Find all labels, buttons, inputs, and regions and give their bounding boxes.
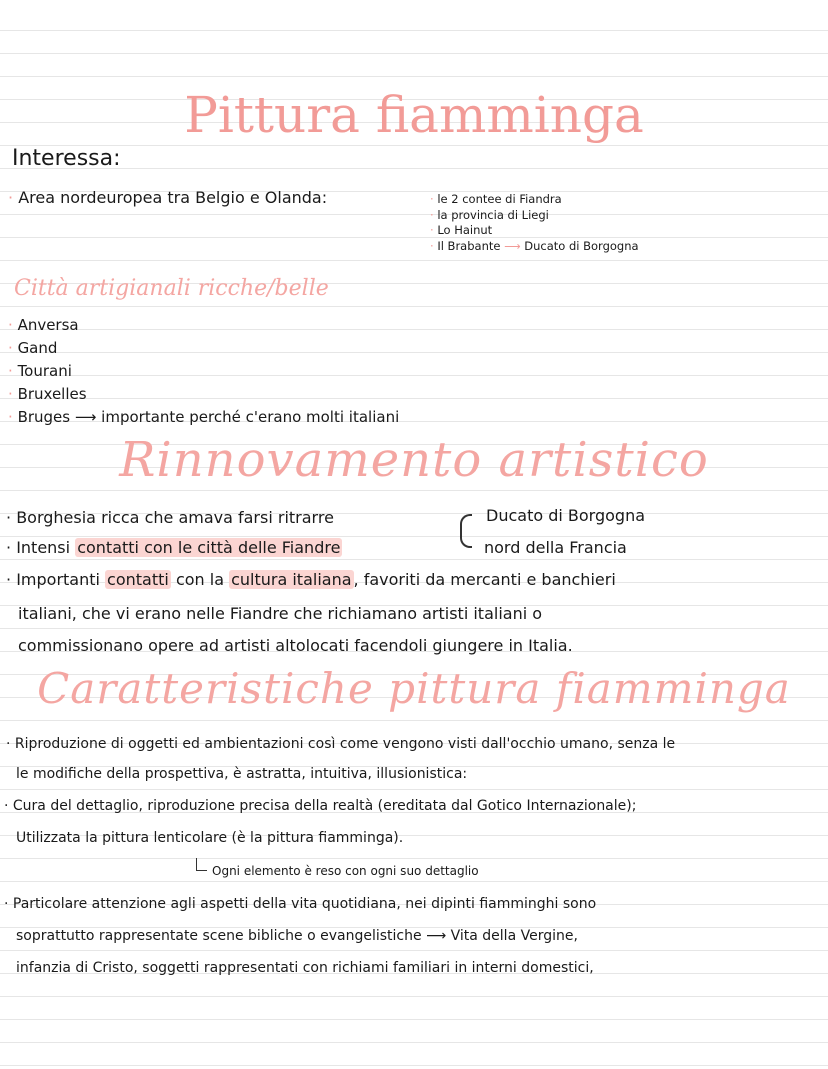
region-item: · Lo Hainut: [430, 223, 493, 237]
car-p3-l3: infanzia di Cristo, soggetti rappresentati con richiami familiari in interni domestici,: [16, 960, 594, 976]
citta-item: · Gand: [8, 339, 58, 357]
car-p2-l1: · Cura del dettaglio, riproduzione precisa della realtà (ereditata dal Gotico Internazionale);: [4, 798, 637, 814]
citta-item: · Bruxelles: [8, 385, 87, 403]
interessa-label: Interessa:: [12, 146, 121, 171]
rinnovamento-b3-l2: italiani, che vi erano nelle Fiandre che richiamano artisti italiani o: [18, 604, 543, 623]
rinnovamento-heading: Rinnovamento artistico: [119, 432, 709, 488]
brabante-note: Ducato di Borgogna: [524, 238, 639, 253]
rinnovamento-b2: · Intensi contatti con le città delle Fiandre: [6, 538, 341, 557]
brace-icon: [460, 514, 472, 548]
car-p1-l2: le modifiche della prospettiva, è astratta, intuitiva, illusionistica:: [16, 766, 468, 782]
hook-arrow-icon: [196, 858, 207, 871]
citta-item: · Anversa: [8, 316, 79, 334]
arrow-right-icon: ⟶: [504, 238, 521, 253]
caratteristiche-heading: Caratteristiche pittura fiamminga: [37, 664, 791, 713]
citta-list: [8, 314, 399, 429]
highlight: contatti con le città delle Fiandre: [77, 538, 341, 557]
interessa-line: [8, 188, 327, 207]
region-item: · le 2 contee di Fiandra: [430, 192, 562, 206]
highlight: contatti: [107, 570, 169, 589]
bruges-note: importante perché c'erano molti italiani: [101, 408, 400, 426]
brace-bottom: nord della Francia: [484, 538, 627, 557]
car-p2-l2: Utilizzata la pittura lenticolare (è la pittura fiamminga).: [16, 830, 404, 846]
rinnovamento-b3-l3: commissionano opere ad artisti altolocati facendoli giungere in Italia.: [18, 636, 573, 655]
car-p1-l1: · Riproduzione di oggetti ed ambientazioni così come vengono visti dall'occhio umano, senza le: [6, 736, 676, 752]
interessa-text: Area nordeuropea tra Belgio e Olanda:: [18, 188, 328, 207]
region-item: · la provincia di Liegi: [430, 207, 549, 222]
car-p2-note: Ogni elemento è reso con ogni suo dettaglio: [212, 864, 479, 878]
brace-top: Ducato di Borgogna: [486, 506, 646, 525]
rinnovamento-b1: · Borghesia ricca che amava farsi ritrarre: [6, 508, 334, 527]
car-p3-l2: soprattutto rappresentate scene bibliche o evangelistiche ⟶ Vita della Vergine,: [16, 928, 578, 944]
rinnovamento-b3: · Importanti contatti con la cultura italiana , favoriti da mercanti e banchieri: [6, 570, 616, 589]
bullet: ·: [8, 188, 14, 207]
highlight: cultura italiana: [231, 570, 352, 589]
arrow-right-icon: ⟶: [74, 408, 97, 426]
regions-list: [430, 192, 639, 254]
region-item: · Il Brabante ⟶ Ducato di Borgogna: [430, 238, 639, 253]
citta-item: · Bruges ⟶ importante perché c'erano molti italiani: [8, 408, 400, 426]
citta-item: · Tourani: [8, 362, 72, 380]
arrow-right-icon: ⟶: [426, 928, 447, 944]
citta-heading: Città artigianali ricche/belle: [14, 276, 329, 301]
car-p3-l1: · Particolare attenzione agli aspetti della vita quotidiana, nei dipinti fiamminghi sono: [4, 896, 597, 912]
page-title: Pittura fiamminga: [184, 86, 644, 144]
